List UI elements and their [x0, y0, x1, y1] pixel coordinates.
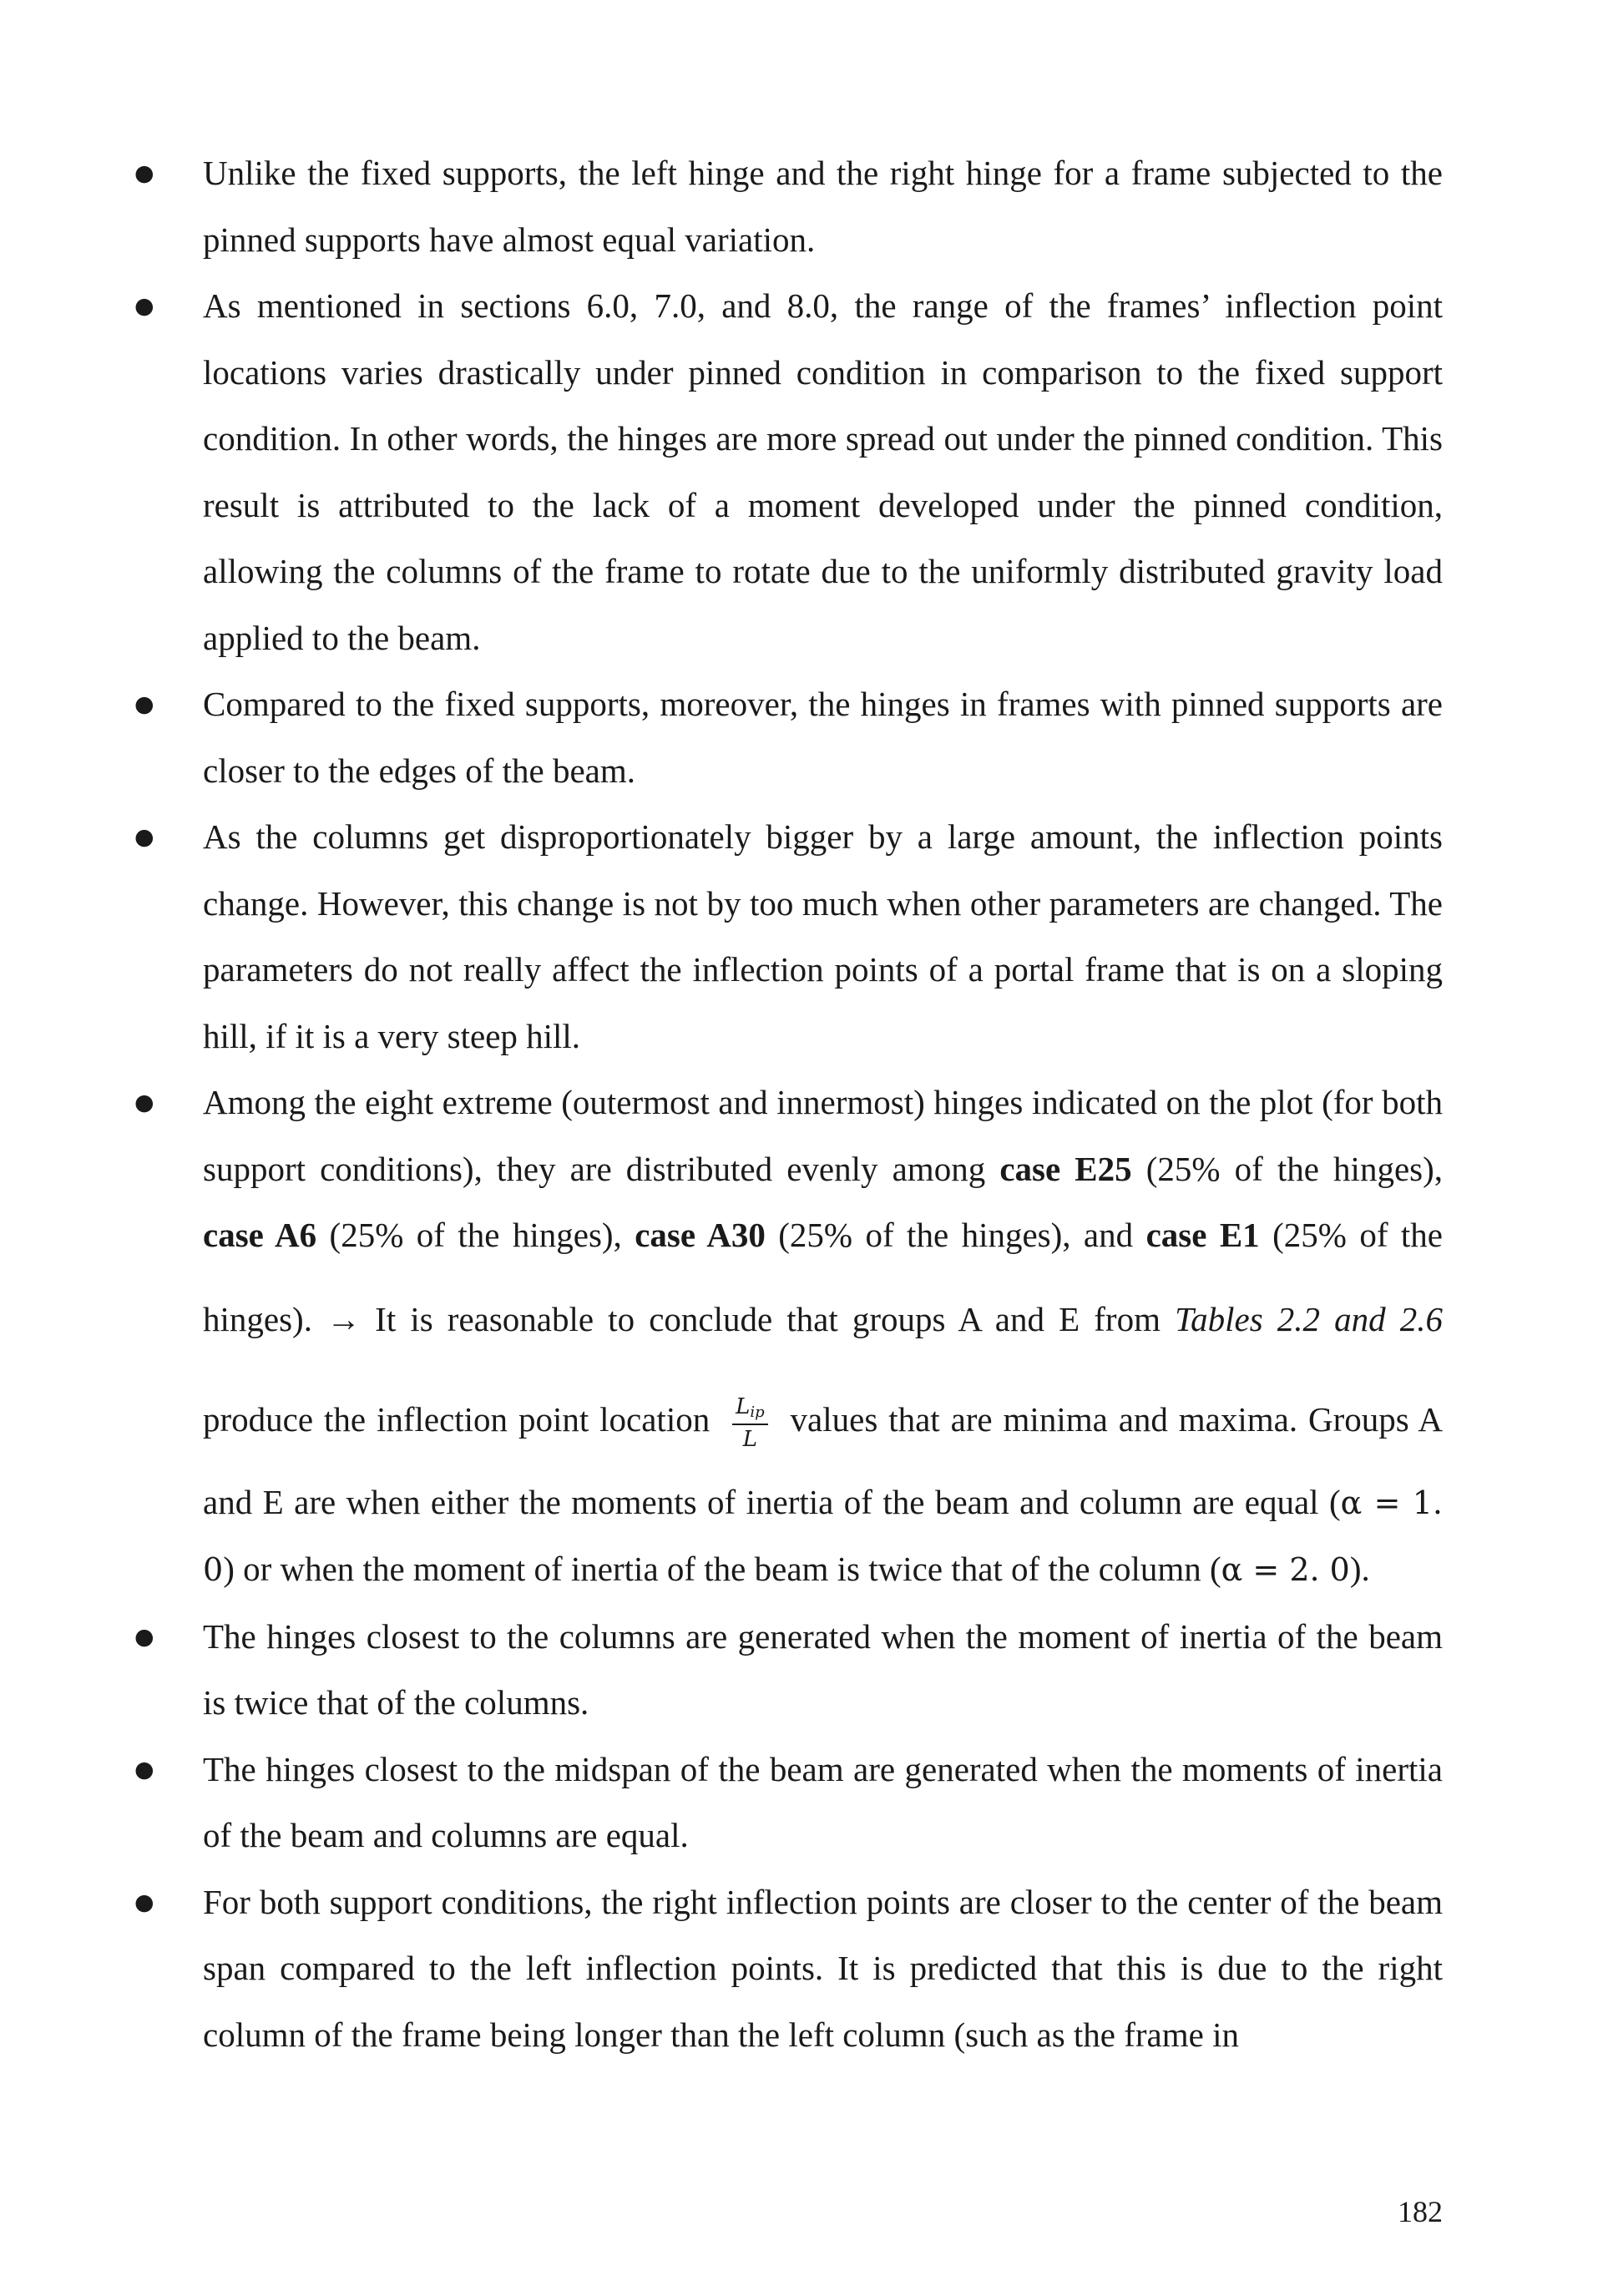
bullet-item-hinge-variation	[203, 140, 1443, 273]
text-span: produce the inflection point location	[203, 1399, 721, 1439]
bullet-text: For both support conditions, the right inflection points are closer to the center of the beam span compared to the left inflection points. It is predicted that this is due to the right column of the frame being longer than the left column (such as the frame in	[203, 1882, 1443, 2054]
text-span: (25% of the hinges), and	[765, 1216, 1146, 1254]
text-span: (25% of the hinges). → It is reasonable to conclude that groups A and E from	[203, 1216, 1443, 1338]
fraction-denominator: L	[742, 1426, 758, 1452]
case-label: case E25	[999, 1149, 1132, 1188]
bullet-text: Unlike the fixed supports, the left hinge and the right hinge for a frame subjected to the pinned supports have almost equal variation.	[203, 154, 1443, 259]
case-label: case A30	[635, 1216, 766, 1254]
bullet-text: As mentioned in sections 6.0, 7.0, and 8.0, the range of the frames’ inflection point locations varies drastically under pinned condition in comparison to the fixed support condition. In other words, the hinges are more spread out under the pinned condition. This result is attributed to the lack of a moment developed under the pinned condition, allowing the columns of the frame to rotate due to the uniformly distributed gravity load applied to the beam.	[203, 286, 1443, 657]
alpha-equation: α = 2. 0	[1221, 1551, 1350, 1588]
bullet-item-pinned-edges	[203, 671, 1443, 804]
bullet-item-right-inflection	[203, 1869, 1443, 2069]
text-span: values that are minima and maxima. Groups A and E are when either the moments of inertia of the beam and column are equal (	[203, 1399, 1443, 1521]
bullet-text: Compared to the fixed supports, moreover, the hinges in frames with pinned supports are closer to the edges of the beam.	[203, 685, 1443, 790]
case-label: case A6	[203, 1216, 317, 1254]
alpha-equation: α = 1. 0	[203, 1484, 1443, 1588]
text-span: (25% of the hinges),	[1131, 1149, 1443, 1188]
text-span: Among the eight extreme (outermost and innermost) hinges indicated on the plot (for both support conditions), they are distributed evenly among	[203, 1083, 1443, 1188]
inflection-ratio-fraction	[732, 1393, 768, 1452]
bullet-text: The hinges closest to the columns are generated when the moment of inertia of the beam is twice that of the columns.	[203, 1616, 1443, 1722]
bullet-item-column-size	[203, 804, 1443, 1070]
bullet-item-extreme-hinges	[203, 1070, 1443, 1604]
text-span: ).	[1349, 1550, 1370, 1588]
text-span: ) or when the moment of inertia of the beam is twice that of the column (	[223, 1550, 1221, 1588]
fraction-subscript: ip	[750, 1403, 765, 1421]
bullet-text: The hinges closest to the midspan of the beam are generated when the moments of inertia of the beam and columns are equal.	[203, 1749, 1443, 1854]
bullet-item-inflection-range	[203, 273, 1443, 671]
page-number: 182	[1398, 2195, 1443, 2228]
bullet-item-hinges-near-midspan	[203, 1737, 1443, 1869]
fraction-numerator: L	[736, 1393, 751, 1419]
case-label: case E1	[1145, 1216, 1260, 1254]
bullet-list	[203, 140, 1443, 2068]
bullet-text: As the columns get disproportionately bigger by a large amount, the inflection points change. However, this change is not by too much when other parameters are changed. The parameters do not really affect the inflection points of a portal frame that is on a sloping hill, if it is a very steep hill.	[203, 817, 1443, 1055]
text-span: (25% of the hinges),	[316, 1216, 635, 1254]
bullet-item-hinges-near-columns	[203, 1604, 1443, 1737]
table-reference: Tables 2.2 and 2.6	[1175, 1299, 1443, 1338]
